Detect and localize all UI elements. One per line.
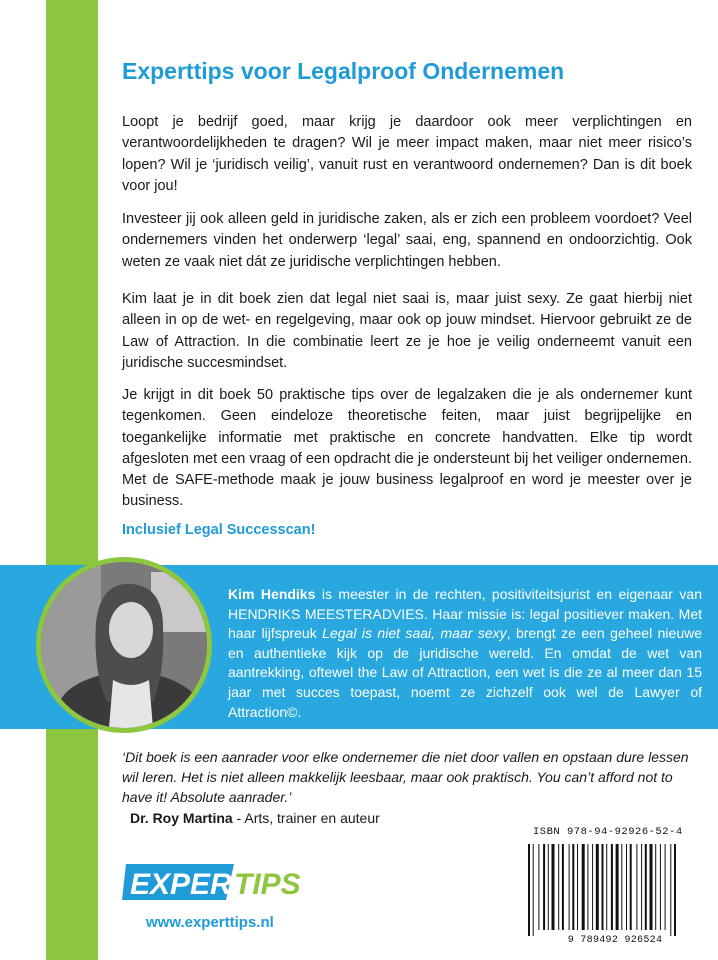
paragraph-investment: Investeer jij ook alleen geld in juridische zaken, als er zich een probleem voordoet? Veel ondernemers vinden het onderwerp ‘legal’ saai, eng, spannend en ondoorzichtig. Ook weten ze vaak niet dát ze juridische verplichtingen hebben.: [122, 211, 692, 270]
green-side-bar: [46, 0, 98, 960]
barcode-bar: [592, 844, 593, 930]
barcode-bar: [670, 844, 671, 936]
barcode-bar: [572, 844, 574, 930]
barcode-bar: [528, 844, 530, 936]
barcode-bar: [630, 844, 632, 930]
barcode-bar: [621, 844, 622, 930]
logo-word-expert: EXPERT: [130, 868, 250, 901]
barcode-bar: [602, 844, 604, 930]
bio-text-1: is meester in de rechten, positiviteitsjurist en eigenaar van HENDRIKS MEESTERADVIES. Haar missie is: legal positiever maken. Met haar lijfspreuk: [228, 586, 702, 642]
endorsement-quote: ‘Dit boek is een aanrader voor elke ondernemer die niet door vallen en opstaan dure lessen wil leren. Het is niet alleen makkelijk leesbaar, maar ook praktisch. You can’t afford not to have it! Absolute aanrader.’: [122, 749, 689, 805]
barcode-bar: [641, 844, 642, 930]
barcode-bar: [645, 844, 647, 930]
barcode-bar: [577, 844, 578, 930]
endorser-role: - Arts, trainer en auteur: [232, 810, 380, 826]
logo-word-tips: TIPS: [234, 868, 301, 901]
author-name: Kim Hendiks: [228, 586, 316, 602]
barcode-bar: [533, 844, 534, 936]
barcode-bar: [616, 844, 619, 930]
paragraph-intro: Loopt je bedrijf goed, maar krijg je daardoor ook meer verplichtingen en verantwoordelijkheden te dragen? Wil je meer impact maken, maar niet meer risico’s lopen? Wil je ‘juridisch veilig’, vanuit rust en verantwoord ondernemen? Dan is dit boek voor jou!: [122, 114, 692, 194]
author-bio: [228, 585, 702, 722]
barcode-bar: [587, 844, 588, 930]
expert-tips-logo: [122, 860, 317, 904]
barcode-bar: [660, 844, 661, 930]
barcode-bar: [636, 844, 637, 930]
barcode-bar: [558, 844, 559, 930]
barcode-bar: [538, 844, 539, 930]
barcode-bar: [650, 844, 653, 930]
endorser-name: Dr. Roy Martina: [130, 810, 233, 826]
barcode-bar: [665, 844, 666, 930]
author-portrait: [36, 557, 212, 733]
barcode-bar: [562, 844, 564, 930]
isbn-label: ISBN 978-94-92926-52-4: [533, 826, 683, 838]
barcode-bar: [543, 844, 545, 930]
subheading-successcan: Inclusief Legal Successcan!: [122, 522, 316, 538]
bio-text-2: , brengt ze een geheel nieuwe en authentieke kijk op de juridische wereld. En omdat de wet van aantrekking, oftewel the Law of Attraction, een wet is die ze al meer dan 15 jaar met succes toepast, noemt ze zichzelf ook wel de Lawyer of Attraction©.: [228, 625, 703, 720]
paragraph-mindset: Kim laat je in dit boek zien dat legal niet saai is, maar juist sexy. Ze gaat hierbij niet alleen in op de wet- en regelgeving, maar ook op jouw mindset. Hiervoor gebruikt ze de Law of Attraction. In die combinatie leert ze je hoe je veilig onderneemt vanuit een juridische succesmindset.: [122, 291, 692, 371]
barcode-bar: [582, 844, 585, 930]
website-url[interactable]: www.experttips.nl: [146, 914, 274, 931]
barcode-bar: [606, 844, 607, 930]
barcode-bar: [626, 844, 627, 930]
barcode-bar: [596, 844, 599, 930]
barcode-bar: [552, 844, 555, 930]
barcode-bar: [569, 844, 570, 930]
barcode-bar: [674, 844, 676, 936]
book-title: Experttips voor Legalproof Ondernemen: [122, 58, 565, 84]
barcode-bar: [548, 844, 549, 930]
barcode-bar: [655, 844, 656, 930]
barcode-bar: [611, 844, 613, 930]
barcode: [520, 842, 710, 937]
endorsement-attribution: [130, 810, 380, 826]
paragraph-tips: Je krijgt in dit boek 50 praktische tips over de legalzaken die je als ondernemer kunt tegenkomen. Geen eindeloze theoretische feiten, maar juist begrijpelijke en toegankelijke informatie met praktische en concrete handvatten. Elke tip wordt afgesloten met een vraag of een opdracht die je ondersteunt bij het veiliger ondernemen. Met de SAFE-methode maak je jouw business legalproof en word je meester over je business.: [122, 387, 692, 510]
barcode-digits: 9 789492 926524: [567, 935, 663, 946]
bio-motto: Legal is niet saai, maar sexy: [322, 625, 507, 642]
